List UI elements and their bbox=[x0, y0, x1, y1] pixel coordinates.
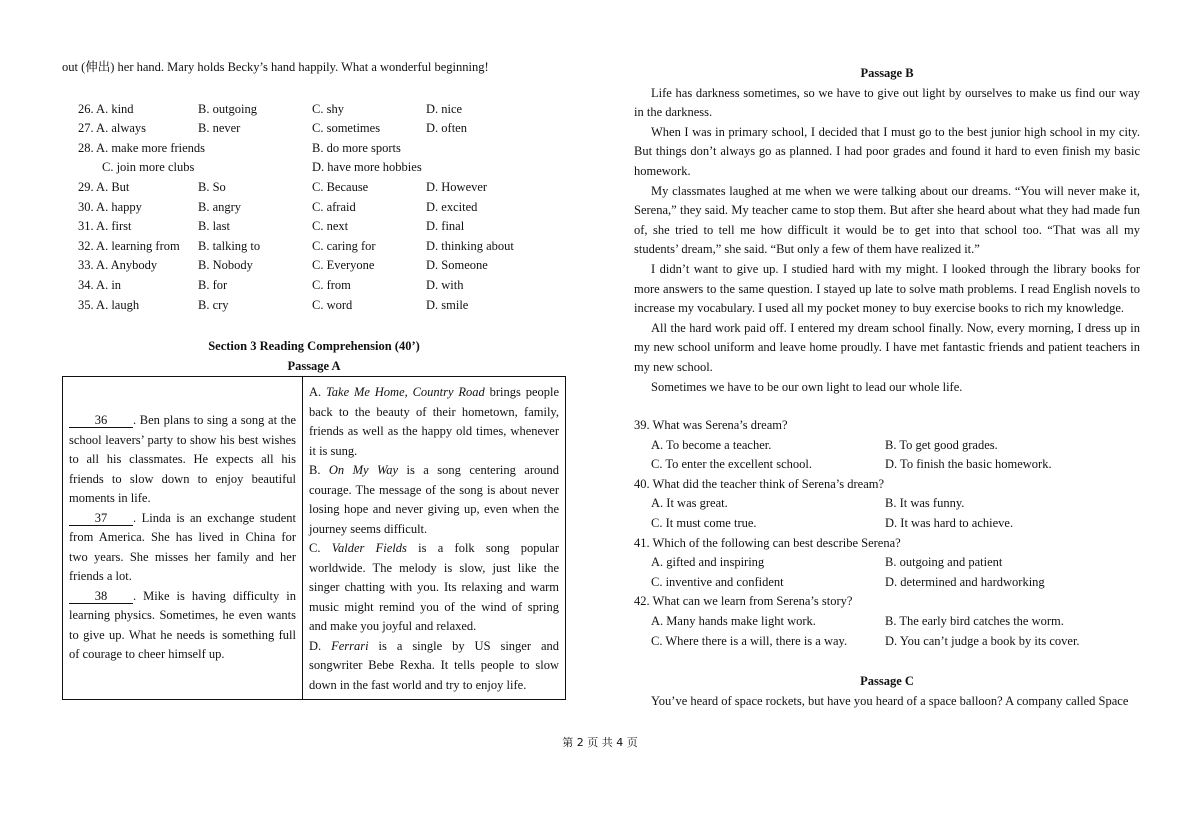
section-title: Section 3 Reading Comprehension (40’) bbox=[208, 339, 420, 354]
option: 28. A. make more friends bbox=[78, 140, 206, 155]
option-row bbox=[62, 139, 566, 159]
option: D. excited bbox=[426, 199, 478, 214]
option: B. outgoing bbox=[198, 101, 258, 116]
song-item bbox=[309, 539, 559, 637]
song-title: Valder Fields bbox=[331, 541, 407, 556]
option: D. However bbox=[426, 179, 488, 194]
question-options bbox=[634, 573, 1140, 593]
option: B. never bbox=[198, 121, 241, 136]
question: 39. What was Serena’s dream? bbox=[634, 418, 788, 433]
passage-c-title: Passage C bbox=[860, 674, 914, 689]
option: 34. A. in bbox=[78, 277, 122, 292]
option-row bbox=[62, 100, 566, 120]
answer-blank: 37 bbox=[69, 511, 133, 526]
option: C. To enter the excellent school. bbox=[651, 457, 812, 472]
song-text: is a folk song popular worldwide. The melody is slow, just like the singer chatting with you. Its relaxing and warm music might remind you of the wind of spring and make you joyful and relaxed. bbox=[309, 541, 559, 634]
question: 42. What can we learn from Serena’s story? bbox=[634, 594, 853, 609]
option: D. final bbox=[426, 219, 465, 234]
song-item bbox=[309, 637, 559, 696]
left-column bbox=[62, 58, 566, 700]
song-text: is a song centering around courage. The message of the song is about never losing hope and never giving up, even when the journey seems difficult. bbox=[309, 463, 559, 536]
answer-blank: 36 bbox=[69, 413, 133, 428]
answer-blank: 38 bbox=[69, 589, 133, 604]
song-letter: B. bbox=[309, 463, 321, 478]
option: A. Many hands make light work. bbox=[651, 614, 816, 629]
right-column bbox=[634, 58, 1140, 711]
question-options bbox=[634, 455, 1140, 475]
songs-cell bbox=[303, 377, 565, 699]
people-cell bbox=[63, 377, 303, 699]
option: 29. A. But bbox=[78, 179, 130, 194]
option: A. It was great. bbox=[651, 496, 728, 511]
song-title: Take Me Home, Country Road bbox=[326, 385, 485, 400]
option-row bbox=[62, 217, 566, 237]
passage-paragraph: All the hard work paid off. I entered my dream school finally. Now, every morning, I dress up in my new school uniform and leave home proudly. I have met fantastic friends and patient teachers in my new school. bbox=[634, 320, 1140, 374]
page-footer: 第 2 页 共 4 页 bbox=[562, 736, 638, 749]
passage-b-title: Passage B bbox=[860, 66, 914, 80]
option: B. cry bbox=[198, 297, 229, 312]
question-options bbox=[634, 632, 1140, 652]
option: D. smile bbox=[426, 297, 469, 312]
person-text: . Mike is having difficulty in learning physics. Sometimes, he even wants to give up. What he needs is something full of courage to cheer himself up. bbox=[69, 588, 296, 662]
option: D. have more hobbies bbox=[312, 160, 422, 175]
option: C. Because bbox=[312, 179, 369, 194]
option-row bbox=[62, 237, 566, 257]
option-row bbox=[62, 296, 566, 316]
option-row bbox=[62, 119, 566, 139]
option: 27. A. always bbox=[78, 121, 147, 136]
option: D. You can’t judge a book by its cover. bbox=[885, 633, 1080, 648]
person-item bbox=[69, 411, 296, 509]
option: D. thinking about bbox=[426, 238, 514, 253]
question: 41. Which of the following can best describe Serena? bbox=[634, 535, 901, 550]
passage-a-title: Passage A bbox=[287, 358, 341, 373]
option: 30. A. happy bbox=[78, 199, 142, 214]
option-row bbox=[62, 276, 566, 296]
person-item bbox=[69, 587, 296, 665]
option: B. do more sports bbox=[312, 140, 401, 155]
option: A. gifted and inspiring bbox=[651, 555, 765, 570]
option-row bbox=[62, 198, 566, 218]
option: C. from bbox=[312, 277, 351, 292]
option: B. Nobody bbox=[198, 258, 253, 273]
question-options bbox=[634, 612, 1140, 632]
option: C. afraid bbox=[312, 199, 356, 214]
passage-paragraph: My classmates laughed at me when we were talking about our dreams. “You will never make it, Serena,” they said. My teacher came to stop them. But after she heard about what they had made fun of, she tried to tell me how difficult it would be to get into that school too. “That was all my students’ dream,” she said. “But only a few of them have realized it.” bbox=[634, 183, 1140, 257]
option: C. caring for bbox=[312, 238, 376, 253]
song-letter: D. bbox=[309, 638, 322, 653]
song-letter: A. bbox=[309, 385, 322, 400]
song-item bbox=[309, 383, 559, 461]
song-title: Ferrari bbox=[331, 638, 369, 653]
song-text: is a single by US singer and songwriter Bebe Rexha. It tells people to slow down in the fast world and try to enjoy life. bbox=[309, 638, 560, 692]
option-row bbox=[62, 178, 566, 198]
question: 40. What did the teacher think of Serena’s dream? bbox=[634, 476, 885, 491]
option: C. Where there is a will, there is a way. bbox=[651, 633, 848, 648]
questions-block bbox=[634, 416, 1140, 651]
song-text: brings people back to the beauty of their hometown, family, friends as well as the happy old times, whenever it is sung. bbox=[309, 385, 560, 458]
question-options bbox=[634, 514, 1140, 534]
option: D. It was hard to achieve. bbox=[885, 516, 1014, 531]
option: C. shy bbox=[312, 101, 344, 116]
option-row bbox=[62, 256, 566, 276]
option: B. for bbox=[198, 277, 228, 292]
option: 33. A. Anybody bbox=[78, 258, 158, 273]
song-item bbox=[309, 461, 559, 539]
option: D. often bbox=[426, 121, 467, 136]
option: B. To get good grades. bbox=[885, 437, 998, 452]
option: B. talking to bbox=[198, 238, 261, 253]
option: D. with bbox=[426, 277, 464, 292]
passage-paragraph: When I was in primary school, I decided that I must go to the best junior high school in my city. But things don’t always go as planned. I had poor grades and found it hard to even finish my basic homework. bbox=[634, 124, 1140, 178]
passage-paragraph: Sometimes we have to be our own light to lead our whole life. bbox=[651, 379, 963, 394]
option: 31. A. first bbox=[78, 219, 132, 234]
option: 32. A. learning from bbox=[78, 238, 180, 253]
song-letter: C. bbox=[309, 541, 321, 556]
option-row bbox=[62, 158, 566, 178]
option: C. Everyone bbox=[312, 258, 375, 273]
passage-paragraph: Life has darkness sometimes, so we have to give out light by ourselves to make us find our way in the darkness. bbox=[634, 85, 1140, 120]
option: B. angry bbox=[198, 199, 242, 214]
option: A. To become a teacher. bbox=[651, 437, 772, 452]
option: B. last bbox=[198, 219, 230, 234]
song-title: On My Way bbox=[328, 463, 399, 478]
question-options bbox=[634, 436, 1140, 456]
option: C. next bbox=[312, 219, 349, 234]
matching-table bbox=[62, 376, 566, 700]
option: C. join more clubs bbox=[102, 160, 195, 175]
person-text: . Ben plans to sing a song at the school leavers’ party to show his best wishes to all his classmates. He expects all his friends to slow down to enjoy beautiful moments in life. bbox=[69, 413, 296, 506]
option: B. So bbox=[198, 179, 226, 194]
question-options bbox=[634, 494, 1140, 514]
option: C. word bbox=[312, 297, 353, 312]
question-options bbox=[634, 553, 1140, 573]
option: C. sometimes bbox=[312, 121, 381, 136]
passage-paragraph: I didn’t want to give up. I studied hard with my might. I looked through the library books for more answers to the same question. I stayed up late to solve math problems. I read English novels to increase my vocabulary. I used all my pocket money to buy exercise books to rich my knowledge. bbox=[634, 261, 1140, 316]
option: D. nice bbox=[426, 101, 463, 116]
option: D. determined and hardworking bbox=[885, 574, 1045, 589]
option: D. To finish the basic homework. bbox=[885, 457, 1052, 472]
person-text: . Linda is an exchange student from America. She has lived in China for two years. She misses her family and her friends a lot. bbox=[69, 510, 296, 584]
option: 35. A. laugh bbox=[78, 297, 140, 312]
intro-line: out (伸出) her hand. Mary holds Becky’s hand happily. What a wonderful beginning! bbox=[62, 60, 489, 74]
option: B. It was funny. bbox=[885, 496, 965, 511]
option: C. inventive and confident bbox=[651, 574, 784, 589]
cloze-options bbox=[62, 100, 566, 316]
person-item bbox=[69, 509, 296, 587]
option: D. Someone bbox=[426, 258, 488, 273]
option: 26. A. kind bbox=[78, 101, 134, 116]
option: B. outgoing and patient bbox=[885, 555, 1003, 570]
passage-c-start: You’ve heard of space rockets, but have you heard of a space balloon? A company called Space bbox=[651, 693, 1129, 708]
option: B. The early bird catches the worm. bbox=[885, 614, 1064, 629]
option: C. It must come true. bbox=[651, 516, 757, 531]
